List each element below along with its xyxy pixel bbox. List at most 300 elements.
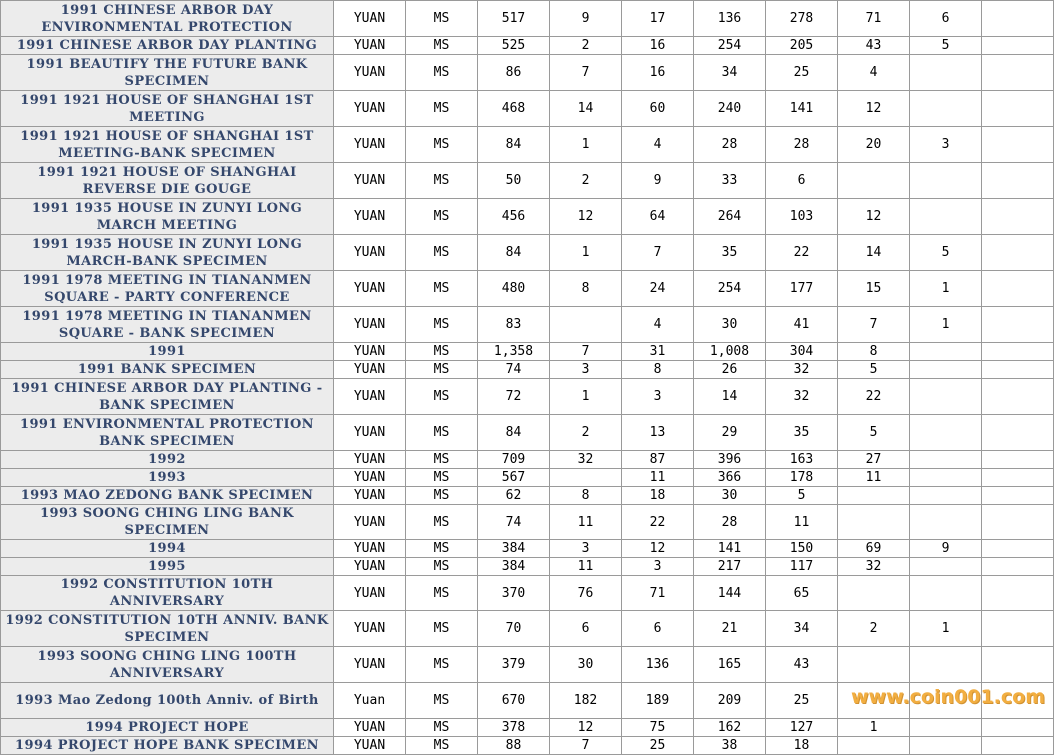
grade-count-cell: 24 <box>622 271 694 307</box>
grade-count-cell: 4 <box>622 127 694 163</box>
grade-cell: MS <box>406 379 478 415</box>
grade-count-cell: 14 <box>838 235 910 271</box>
grade-count-cell: 6 <box>550 611 622 647</box>
grade-count-cell: 26 <box>694 361 766 379</box>
grade-count-cell: 28 <box>694 505 766 540</box>
grade-count-cell <box>982 451 1054 469</box>
grade-count-cell: 150 <box>766 540 838 558</box>
grade-count-cell <box>838 163 910 199</box>
grade-count-cell <box>910 451 982 469</box>
total-count-cell: 84 <box>478 415 550 451</box>
grade-count-cell: 162 <box>694 719 766 737</box>
table-row <box>1 558 1054 576</box>
grade-count-cell: 178 <box>766 469 838 487</box>
table-row <box>1 199 1054 235</box>
table-row <box>1 415 1054 451</box>
grade-count-cell <box>982 647 1054 683</box>
grade-count-cell: 240 <box>694 91 766 127</box>
grade-count-cell <box>550 307 622 343</box>
coin-name-cell: 1991 BEAUTIFY THE FUTURE BANK SPECIMEN <box>1 55 334 91</box>
grade-count-cell: 22 <box>838 379 910 415</box>
grade-count-cell <box>838 737 910 755</box>
total-count-cell: 86 <box>478 55 550 91</box>
grade-cell: MS <box>406 505 478 540</box>
grade-cell: MS <box>406 55 478 91</box>
grade-count-cell: 69 <box>838 540 910 558</box>
grade-count-cell: 1 <box>550 235 622 271</box>
grade-cell: MS <box>406 91 478 127</box>
grade-count-cell: 32 <box>766 361 838 379</box>
grade-count-cell: 25 <box>766 683 838 719</box>
grade-count-cell: 8 <box>550 271 622 307</box>
table-row <box>1 737 1054 755</box>
grade-count-cell <box>838 683 910 719</box>
grade-count-cell: 165 <box>694 647 766 683</box>
grade-cell: MS <box>406 576 478 611</box>
grade-count-cell <box>838 576 910 611</box>
grade-cell: MS <box>406 683 478 719</box>
grade-count-cell: 29 <box>694 415 766 451</box>
grade-count-cell: 103 <box>766 199 838 235</box>
coin-name-cell: 1993 SOONG CHING LING 100TH ANNIVERSARY <box>1 647 334 683</box>
table-body <box>1 1 1054 755</box>
table-row <box>1 127 1054 163</box>
grade-cell: MS <box>406 307 478 343</box>
grade-count-cell: 144 <box>694 576 766 611</box>
denomination-cell: YUAN <box>334 469 406 487</box>
grade-count-cell: 209 <box>694 683 766 719</box>
coin-name-cell: 1992 CONSTITUTION 10TH ANNIV. BANK SPECIMEN <box>1 611 334 647</box>
grade-count-cell: 41 <box>766 307 838 343</box>
denomination-cell: YUAN <box>334 163 406 199</box>
grade-count-cell <box>910 163 982 199</box>
grade-count-cell: 33 <box>694 163 766 199</box>
grade-count-cell: 278 <box>766 1 838 37</box>
grade-count-cell: 3 <box>550 540 622 558</box>
grade-count-cell: 14 <box>550 91 622 127</box>
coin-name-cell: 1992 CONSTITUTION 10TH ANNIVERSARY <box>1 576 334 611</box>
total-count-cell: 84 <box>478 127 550 163</box>
coin-name-cell: 1994 PROJECT HOPE <box>1 719 334 737</box>
grade-count-cell <box>982 163 1054 199</box>
grade-count-cell: 3 <box>910 127 982 163</box>
grade-count-cell <box>982 683 1054 719</box>
grade-count-cell: 7 <box>550 737 622 755</box>
grade-count-cell <box>982 307 1054 343</box>
grade-cell: MS <box>406 469 478 487</box>
table-row <box>1 647 1054 683</box>
grade-count-cell: 3 <box>550 361 622 379</box>
coin-name-cell: 1991 CHINESE ARBOR DAY PLANTING <box>1 37 334 55</box>
table-row <box>1 55 1054 91</box>
grade-count-cell: 17 <box>622 1 694 37</box>
total-count-cell: 88 <box>478 737 550 755</box>
denomination-cell: Yuan <box>334 683 406 719</box>
grade-count-cell: 11 <box>838 469 910 487</box>
grade-count-cell: 182 <box>550 683 622 719</box>
grade-count-cell <box>982 469 1054 487</box>
table-row <box>1 37 1054 55</box>
grade-count-cell: 8 <box>838 343 910 361</box>
grade-cell: MS <box>406 199 478 235</box>
grade-count-cell: 38 <box>694 737 766 755</box>
table-row <box>1 683 1054 719</box>
grade-count-cell: 5 <box>838 361 910 379</box>
denomination-cell: YUAN <box>334 647 406 683</box>
coin-name-cell: 1991 1978 MEETING IN TIANANMEN SQUARE - BANK SPECIMEN <box>1 307 334 343</box>
grade-count-cell <box>910 91 982 127</box>
grade-count-cell: 12 <box>838 199 910 235</box>
denomination-cell: YUAN <box>334 91 406 127</box>
table-row <box>1 379 1054 415</box>
grade-count-cell: 5 <box>838 415 910 451</box>
table-row <box>1 307 1054 343</box>
total-count-cell: 468 <box>478 91 550 127</box>
grade-count-cell: 11 <box>622 469 694 487</box>
total-count-cell: 480 <box>478 271 550 307</box>
coin-name-cell: 1994 <box>1 540 334 558</box>
grade-cell: MS <box>406 271 478 307</box>
grade-count-cell: 11 <box>550 505 622 540</box>
grade-cell: MS <box>406 611 478 647</box>
grade-count-cell: 8 <box>550 487 622 505</box>
coin-name-cell: 1991 CHINESE ARBOR DAY PLANTING - BANK SPECIMEN <box>1 379 334 415</box>
grade-count-cell: 366 <box>694 469 766 487</box>
total-count-cell: 517 <box>478 1 550 37</box>
grade-count-cell: 4 <box>622 307 694 343</box>
grade-count-cell: 32 <box>766 379 838 415</box>
coin-name-cell: 1995 <box>1 558 334 576</box>
grade-count-cell: 9 <box>910 540 982 558</box>
table-row <box>1 469 1054 487</box>
coin-name-cell: 1993 Mao Zedong 100th Anniv. of Birth <box>1 683 334 719</box>
grade-count-cell <box>910 737 982 755</box>
coin-name-cell: 1991 <box>1 343 334 361</box>
total-count-cell: 70 <box>478 611 550 647</box>
total-count-cell: 456 <box>478 199 550 235</box>
grade-count-cell: 30 <box>694 307 766 343</box>
grade-count-cell: 34 <box>694 55 766 91</box>
grade-count-cell: 15 <box>838 271 910 307</box>
denomination-cell: YUAN <box>334 343 406 361</box>
total-count-cell: 50 <box>478 163 550 199</box>
grade-count-cell: 13 <box>622 415 694 451</box>
table-row <box>1 505 1054 540</box>
grade-count-cell <box>838 505 910 540</box>
table-row <box>1 235 1054 271</box>
total-count-cell: 379 <box>478 647 550 683</box>
total-count-cell: 370 <box>478 576 550 611</box>
grade-count-cell <box>982 540 1054 558</box>
grade-count-cell: 4 <box>838 55 910 91</box>
grade-count-cell: 2 <box>838 611 910 647</box>
coin-name-cell: 1991 1935 HOUSE IN ZUNYI LONG MARCH MEETING <box>1 199 334 235</box>
grade-count-cell <box>982 719 1054 737</box>
grade-count-cell <box>982 415 1054 451</box>
grade-count-cell: 6 <box>766 163 838 199</box>
grade-count-cell: 16 <box>622 37 694 55</box>
grade-count-cell: 1 <box>910 611 982 647</box>
grade-cell: MS <box>406 1 478 37</box>
denomination-cell: YUAN <box>334 379 406 415</box>
total-count-cell: 62 <box>478 487 550 505</box>
denomination-cell: YUAN <box>334 415 406 451</box>
table-row <box>1 540 1054 558</box>
grade-count-cell: 7 <box>550 55 622 91</box>
denomination-cell: YUAN <box>334 307 406 343</box>
grade-count-cell: 35 <box>694 235 766 271</box>
table-row <box>1 576 1054 611</box>
grade-count-cell: 12 <box>550 719 622 737</box>
grade-count-cell: 87 <box>622 451 694 469</box>
denomination-cell: YUAN <box>334 37 406 55</box>
grade-cell: MS <box>406 647 478 683</box>
coin-name-cell: 1991 1921 HOUSE OF SHANGHAI REVERSE DIE GOUGE <box>1 163 334 199</box>
grade-count-cell: 254 <box>694 271 766 307</box>
grade-count-cell: 7 <box>838 307 910 343</box>
grade-count-cell: 6 <box>622 611 694 647</box>
grade-count-cell: 7 <box>622 235 694 271</box>
grade-count-cell <box>910 55 982 91</box>
denomination-cell: YUAN <box>334 611 406 647</box>
site-watermark: www.coin001.com <box>850 686 1045 708</box>
grade-cell: MS <box>406 487 478 505</box>
table-row <box>1 163 1054 199</box>
grade-count-cell <box>982 737 1054 755</box>
grade-count-cell: 11 <box>766 505 838 540</box>
grade-count-cell: 12 <box>550 199 622 235</box>
denomination-cell: YUAN <box>334 127 406 163</box>
total-count-cell: 74 <box>478 505 550 540</box>
total-count-cell: 384 <box>478 558 550 576</box>
grade-count-cell: 16 <box>622 55 694 91</box>
coin-name-cell: 1991 ENVIRONMENTAL PROTECTION BANK SPECIMEN <box>1 415 334 451</box>
grade-count-cell: 65 <box>766 576 838 611</box>
grade-count-cell <box>982 505 1054 540</box>
coin-name-cell: 1991 1978 MEETING IN TIANANMEN SQUARE - PARTY CONFERENCE <box>1 271 334 307</box>
grade-count-cell: 20 <box>838 127 910 163</box>
grade-count-cell <box>550 469 622 487</box>
grade-cell: MS <box>406 737 478 755</box>
grade-count-cell: 60 <box>622 91 694 127</box>
grade-count-cell: 2 <box>550 37 622 55</box>
grade-count-cell <box>910 199 982 235</box>
grade-count-cell <box>910 379 982 415</box>
denomination-cell: YUAN <box>334 737 406 755</box>
denomination-cell: YUAN <box>334 199 406 235</box>
coin-name-cell: 1993 SOONG CHING LING BANK SPECIMEN <box>1 505 334 540</box>
grade-count-cell <box>910 361 982 379</box>
grade-count-cell <box>910 719 982 737</box>
grade-cell: MS <box>406 451 478 469</box>
grade-count-cell: 32 <box>550 451 622 469</box>
denomination-cell: YUAN <box>334 235 406 271</box>
grade-count-cell: 3 <box>622 558 694 576</box>
grade-count-cell <box>910 415 982 451</box>
grade-count-cell <box>982 487 1054 505</box>
grade-cell: MS <box>406 415 478 451</box>
grade-count-cell: 2 <box>550 415 622 451</box>
table-row <box>1 719 1054 737</box>
grade-count-cell <box>910 576 982 611</box>
grade-count-cell <box>982 37 1054 55</box>
denomination-cell: YUAN <box>334 540 406 558</box>
grade-count-cell <box>982 379 1054 415</box>
total-count-cell: 567 <box>478 469 550 487</box>
coin-name-cell: 1991 BANK SPECIMEN <box>1 361 334 379</box>
coin-name-cell: 1993 MAO ZEDONG BANK SPECIMEN <box>1 487 334 505</box>
grade-count-cell: 35 <box>766 415 838 451</box>
grade-count-cell <box>982 127 1054 163</box>
grade-cell: MS <box>406 235 478 271</box>
total-count-cell: 84 <box>478 235 550 271</box>
grade-cell: MS <box>406 719 478 737</box>
grade-count-cell: 18 <box>766 737 838 755</box>
grade-count-cell: 75 <box>622 719 694 737</box>
total-count-cell: 384 <box>478 540 550 558</box>
denomination-cell: YUAN <box>334 558 406 576</box>
table-row <box>1 343 1054 361</box>
coin-name-cell: 1992 <box>1 451 334 469</box>
grade-count-cell <box>910 487 982 505</box>
grade-count-cell: 71 <box>838 1 910 37</box>
table-row <box>1 451 1054 469</box>
grade-count-cell: 205 <box>766 37 838 55</box>
grade-count-cell: 32 <box>838 558 910 576</box>
grade-count-cell: 5 <box>910 37 982 55</box>
total-count-cell: 709 <box>478 451 550 469</box>
grade-count-cell: 5 <box>910 235 982 271</box>
denomination-cell: YUAN <box>334 55 406 91</box>
grade-count-cell: 22 <box>766 235 838 271</box>
denomination-cell: YUAN <box>334 576 406 611</box>
grade-count-cell: 304 <box>766 343 838 361</box>
grade-count-cell: 25 <box>766 55 838 91</box>
grade-count-cell: 163 <box>766 451 838 469</box>
grade-count-cell <box>982 199 1054 235</box>
grade-count-cell: 9 <box>550 1 622 37</box>
grade-count-cell <box>982 558 1054 576</box>
grade-count-cell: 43 <box>766 647 838 683</box>
table-row <box>1 1 1054 37</box>
grade-count-cell: 43 <box>838 37 910 55</box>
grade-count-cell <box>982 343 1054 361</box>
grade-count-cell <box>910 558 982 576</box>
table-row <box>1 611 1054 647</box>
grade-count-cell: 6 <box>910 1 982 37</box>
table-row <box>1 91 1054 127</box>
grade-count-cell <box>982 271 1054 307</box>
grade-count-cell: 30 <box>550 647 622 683</box>
grade-count-cell <box>982 361 1054 379</box>
grade-count-cell: 27 <box>838 451 910 469</box>
grade-count-cell <box>982 611 1054 647</box>
grade-count-cell <box>910 647 982 683</box>
total-count-cell: 72 <box>478 379 550 415</box>
grade-count-cell: 76 <box>550 576 622 611</box>
grade-count-cell: 64 <box>622 199 694 235</box>
grade-cell: MS <box>406 558 478 576</box>
grade-count-cell: 2 <box>550 163 622 199</box>
grade-count-cell <box>982 576 1054 611</box>
grade-count-cell: 28 <box>694 127 766 163</box>
grade-count-cell: 21 <box>694 611 766 647</box>
grade-count-cell: 9 <box>622 163 694 199</box>
coin-name-cell: 1991 1921 HOUSE OF SHANGHAI 1ST MEETING <box>1 91 334 127</box>
grade-cell: MS <box>406 343 478 361</box>
coin-name-cell: 1991 1935 HOUSE IN ZUNYI LONG MARCH-BANK SPECIMEN <box>1 235 334 271</box>
grade-cell: MS <box>406 361 478 379</box>
denomination-cell: YUAN <box>334 487 406 505</box>
grade-count-cell: 14 <box>694 379 766 415</box>
grade-count-cell: 141 <box>766 91 838 127</box>
grade-count-cell: 141 <box>694 540 766 558</box>
grade-count-cell: 34 <box>766 611 838 647</box>
grade-count-cell: 12 <box>622 540 694 558</box>
total-count-cell: 74 <box>478 361 550 379</box>
denomination-cell: YUAN <box>334 451 406 469</box>
grade-count-cell <box>982 235 1054 271</box>
table-row <box>1 271 1054 307</box>
grade-count-cell: 1 <box>550 127 622 163</box>
grade-count-cell <box>982 91 1054 127</box>
grade-count-cell: 189 <box>622 683 694 719</box>
grade-count-cell: 1,008 <box>694 343 766 361</box>
grade-count-cell: 1 <box>910 307 982 343</box>
total-count-cell: 1,358 <box>478 343 550 361</box>
grade-count-cell: 1 <box>550 379 622 415</box>
total-count-cell: 83 <box>478 307 550 343</box>
grade-count-cell: 177 <box>766 271 838 307</box>
table-row <box>1 487 1054 505</box>
grade-cell: MS <box>406 540 478 558</box>
grade-count-cell: 25 <box>622 737 694 755</box>
grade-count-cell <box>838 487 910 505</box>
grade-count-cell: 136 <box>622 647 694 683</box>
denomination-cell: YUAN <box>334 271 406 307</box>
grade-count-cell: 254 <box>694 37 766 55</box>
grade-count-cell: 28 <box>766 127 838 163</box>
grade-count-cell: 31 <box>622 343 694 361</box>
grade-count-cell: 11 <box>550 558 622 576</box>
grade-count-cell: 1 <box>838 719 910 737</box>
denomination-cell: YUAN <box>334 505 406 540</box>
denomination-cell: YUAN <box>334 1 406 37</box>
grade-cell: MS <box>406 37 478 55</box>
denomination-cell: YUAN <box>334 361 406 379</box>
grade-count-cell: 1 <box>910 271 982 307</box>
grade-count-cell: 71 <box>622 576 694 611</box>
total-count-cell: 525 <box>478 37 550 55</box>
grade-count-cell: 7 <box>550 343 622 361</box>
grade-count-cell: 136 <box>694 1 766 37</box>
grade-count-cell <box>910 469 982 487</box>
grade-count-cell: 396 <box>694 451 766 469</box>
coin-name-cell: 1994 PROJECT HOPE BANK SPECIMEN <box>1 737 334 755</box>
grade-count-cell: 3 <box>622 379 694 415</box>
coin-name-cell: 1991 1921 HOUSE OF SHANGHAI 1ST MEETING-BANK SPECIMEN <box>1 127 334 163</box>
grade-count-cell: 117 <box>766 558 838 576</box>
total-count-cell: 670 <box>478 683 550 719</box>
grade-count-cell <box>910 343 982 361</box>
grade-count-cell <box>910 683 982 719</box>
grade-count-cell <box>910 505 982 540</box>
grade-count-cell <box>838 647 910 683</box>
coin-name-cell: 1991 CHINESE ARBOR DAY ENVIRONMENTAL PROTECTION <box>1 1 334 37</box>
grade-count-cell <box>982 55 1054 91</box>
table-row <box>1 361 1054 379</box>
total-count-cell: 378 <box>478 719 550 737</box>
